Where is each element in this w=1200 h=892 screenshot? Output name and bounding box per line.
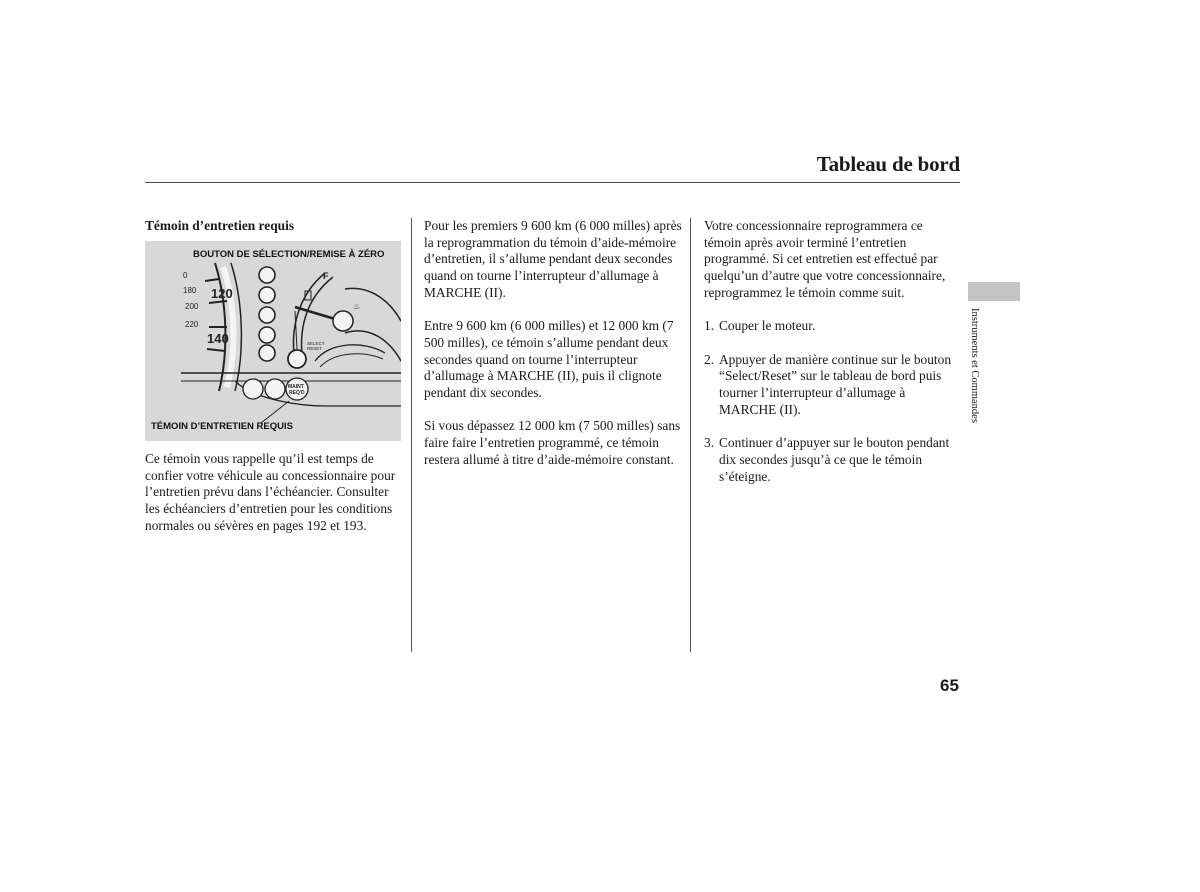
page-number: 65 [940, 676, 959, 695]
fuel-full-label: F [323, 271, 329, 281]
figure-caption-maint-light: TÉMOIN D’ENTRETIEN REQUIS [151, 421, 293, 432]
svg-text:♨: ♨ [353, 302, 361, 311]
paragraph: Si vous dépassez 12 000 km (7 500 milles) sans faire faire l’entretien programmé, ce témoin restera allumé à titre d’aide-mémoire constant. [424, 418, 681, 467]
speed-label: 0 [183, 271, 188, 280]
speed-label: 180 [183, 286, 197, 295]
column-2 [424, 218, 682, 485]
instrument-cluster-illustration [145, 241, 401, 441]
paragraph: Entre 9 600 km (6 000 milles) et 12 000 km (7 500 milles), ce témoin s’allume pendant deux secondes quand on tourne l’interrupteur d’allumage à MARCHE (II), puis il clignote pendant dix secondes. [424, 318, 674, 401]
steps-list [704, 318, 960, 485]
speed-label: 140 [207, 331, 229, 346]
speed-label: 220 [185, 320, 199, 329]
section-tab [968, 282, 1020, 301]
step-number: 2. [704, 351, 715, 367]
step-text: Continuer d’appuyer sur le bouton pendant dix secondes jusqu’à ce que le témoin s’éteigne. [719, 435, 950, 484]
paragraph: Ce témoin vous rappelle qu’il est temps de confier votre véhicule au concessionnaire pour l’entretien prévu dans l’échéancier. Consulter les échéanciers d’entretien pour les conditions normales ou sévères en pages 192 et 193. [145, 451, 396, 533]
section-tab-label: Instruments et Commandes [969, 308, 980, 423]
speed-label: 200 [185, 302, 199, 311]
list-item [704, 435, 960, 485]
maint-reqd-label: MAINT [288, 384, 304, 390]
column-1 [145, 218, 401, 241]
header-rule [145, 182, 960, 183]
paragraph: Pour les premiers 9 600 km (6 000 milles) après la reprogrammation du témoin d’aide-mémoire d’entretien, il s’allume pendant deux secondes quand on tourne l’interrupteur d’allumage à MARCHE (II). [424, 218, 682, 300]
column-3 [704, 218, 960, 502]
svg-text:RESET: RESET [307, 346, 323, 351]
step-text: Couper le moteur. [719, 318, 816, 334]
section-heading: Témoin d’entretien requis [145, 218, 295, 233]
select-reset-label: SELECT [307, 341, 325, 346]
step-text: Appuyer de manière continue sur le bouton “Select/Reset” sur le tableau de bord puis tourner l’interrupteur d’allumage à MARCHE (II). [719, 351, 952, 417]
step-number: 3. [704, 435, 715, 451]
step-number: 1. [704, 318, 715, 334]
page-title: Tableau de bord [816, 152, 960, 176]
column-1-body [145, 451, 401, 551]
figure-caption-select-reset: BOUTON DE SÉLECTION/REMISE À ZÉRO [193, 249, 385, 260]
speed-label: 120 [211, 286, 233, 301]
column-divider-2 [690, 218, 691, 652]
svg-text:REQ'D: REQ'D [289, 390, 305, 396]
paragraph: Votre concessionnaire reprogrammera ce témoin après avoir terminé l’entretien programmé. Si cet entretien est effectué par quelqu’un d’autre que votre concessionnaire, reprogrammez le témoin comme suit. [704, 218, 946, 300]
dashboard-figure [145, 241, 401, 441]
list-item [704, 352, 960, 419]
column-divider-1 [411, 218, 412, 652]
list-item [704, 318, 960, 335]
